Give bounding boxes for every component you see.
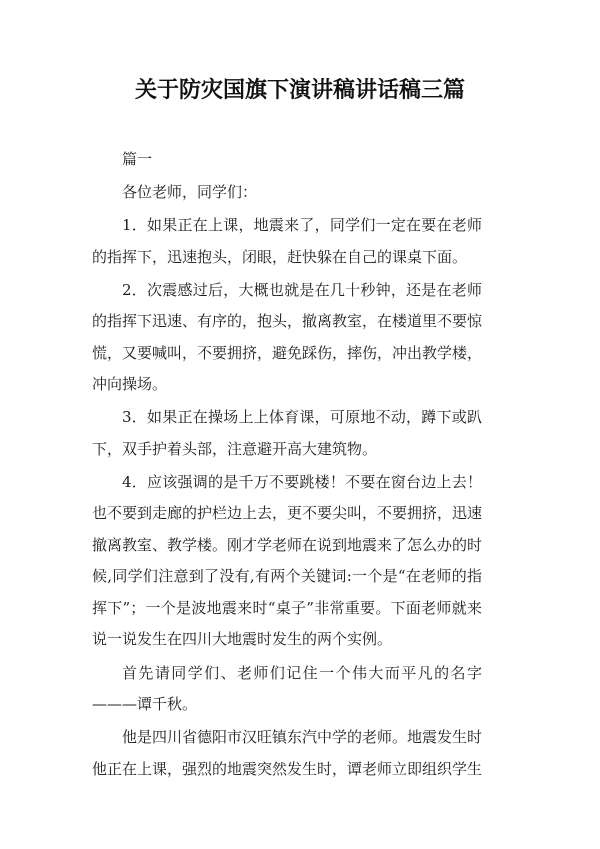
body-paragraph-6: 他是四川省德阳市汉旺镇东汽中学的老师。地震发生时他正在上课，强烈的地震突然发生时，谭老师立即组织学生 (92, 728, 482, 778)
document-body (92, 144, 482, 787)
body-paragraph-2: 2．次震感过后，大概也就是在几十秒钟，还是在老师的指挥下迅速、有序的，抱头，撤离教室，在楼道里不要惊慌，又要喊叫，不要拥挤，避免踩伤，摔伤，冲出教学楼，冲向操场。 (92, 280, 482, 394)
body-paragraph-5: 首先请同学们、老师们记住一个伟大而平凡的名字———谭千秋。 (92, 663, 482, 714)
greeting-line: 各位老师，同学们： (122, 183, 258, 202)
body-paragraph-4: 4．应该强调的是千万不要跳楼！不要在窗台边上去！也不要到走廊的护栏边上去，更不要尖叫，不要拥挤，迅速撤离教室、教学楼。刚才学老师在说到地震来了怎么办的时候,同学们注意到了没有,有两个关键词:一个是“在老师的指挥下”；一个是波地震来时“桌子”非常重要。下面老师就来说一说发生在四川大地震时发生的两个实例。 (92, 472, 482, 649)
body-paragraph-1: 1．如果正在上课，地震来了，同学们一定在要在老师的指挥下，迅速抱头，闭眼，赶快躲在自己的课桌下面。 (92, 216, 482, 266)
document-title: 关于防灾国旗下演讲稿讲话稿三篇 (134, 77, 465, 103)
body-paragraph-3: 3．如果正在操场上上体育课，可原地不动，蹲下或趴下，双手护着头部，注意避开高大建筑物。 (92, 408, 482, 458)
section-heading: 篇一 (122, 150, 153, 168)
